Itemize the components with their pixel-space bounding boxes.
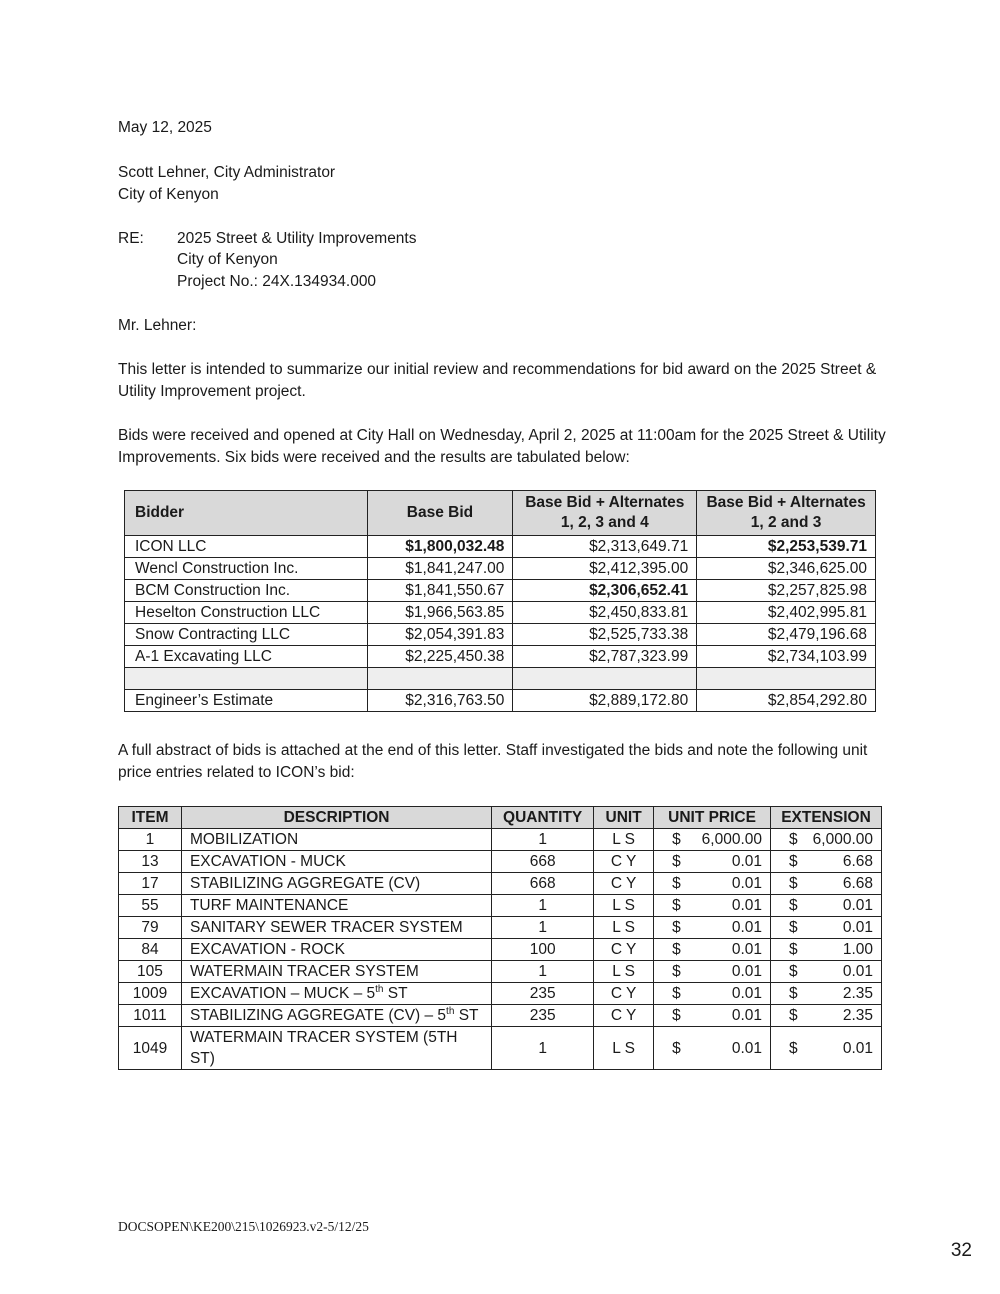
bidder-name: BCM Construction Inc. xyxy=(125,580,368,602)
item-extension: $ 6,000.00 xyxy=(771,829,882,851)
item-unit-price: $ 0.01 xyxy=(654,895,771,917)
item-quantity: 1 xyxy=(492,829,594,851)
header-base-bid: Base Bid xyxy=(367,491,513,536)
alt-1234-bid: $2,412,395.00 xyxy=(513,558,697,580)
item-quantity: 235 xyxy=(492,983,594,1005)
item-quantity: 668 xyxy=(492,851,594,873)
item-unit-price: $ 0.01 xyxy=(654,873,771,895)
bidder-name: Wencl Construction Inc. xyxy=(125,558,368,580)
item-extension: $ 0.01 xyxy=(771,895,882,917)
item-number: 84 xyxy=(119,939,182,961)
table-row xyxy=(119,1027,882,1070)
header-quantity: QUANTITY xyxy=(492,807,594,829)
item-unit: L S xyxy=(594,895,654,917)
item-quantity: 100 xyxy=(492,939,594,961)
item-extension: $ 0.01 xyxy=(771,917,882,939)
item-description: TURF MAINTENANCE xyxy=(181,895,491,917)
item-unit-price: $ 0.01 xyxy=(654,851,771,873)
bidder-name: Snow Contracting LLC xyxy=(125,624,368,646)
item-extension: $ 6.68 xyxy=(771,873,882,895)
alt-1234-bid: $2,525,733.38 xyxy=(513,624,697,646)
item-description: MOBILIZATION xyxy=(181,829,491,851)
header-unit: UNIT xyxy=(594,807,654,829)
table-row xyxy=(125,646,876,668)
re-label: RE: xyxy=(118,230,144,247)
alt-123-bid: $2,346,625.00 xyxy=(697,558,876,580)
alt-1234-bid: $2,306,652.41 xyxy=(513,580,697,602)
estimate-label: Engineer’s Estimate xyxy=(125,690,368,712)
table-row xyxy=(119,873,882,895)
item-unit: L S xyxy=(594,917,654,939)
item-unit-price: $ 0.01 xyxy=(654,961,771,983)
paragraph-bids: Bids were received and opened at City Hall on Wednesday, April 2, 2025 at 11:00am for the 2025 Street & Utility Improvements. Six bids were received and the results are tabulated below: xyxy=(118,427,886,466)
item-unit: C Y xyxy=(594,873,654,895)
bidder-name: Heselton Construction LLC xyxy=(125,602,368,624)
estimate-base: $2,316,763.50 xyxy=(367,690,513,712)
recipient-name: Scott Lehner, City Administrator xyxy=(118,164,336,181)
page-number: 32 xyxy=(950,1240,972,1261)
item-extension: $ 2.35 xyxy=(771,1005,882,1027)
base-bid: $1,966,563.85 xyxy=(367,602,513,624)
base-bid: $1,841,550.67 xyxy=(367,580,513,602)
engineer-estimate-row xyxy=(125,690,876,712)
item-description: EXCAVATION – MUCK – 5th ST xyxy=(181,983,491,1005)
alt-123-bid: $2,734,103.99 xyxy=(697,646,876,668)
base-bid: $2,054,391.83 xyxy=(367,624,513,646)
table-row xyxy=(119,961,882,983)
item-quantity: 1 xyxy=(492,917,594,939)
item-number: 1049 xyxy=(119,1027,182,1070)
base-bid: $2,225,450.38 xyxy=(367,646,513,668)
item-unit: C Y xyxy=(594,1005,654,1027)
re-line-3: Project No.: 24X.134934.000 xyxy=(177,273,377,290)
item-quantity: 235 xyxy=(492,1005,594,1027)
table-row xyxy=(125,558,876,580)
alt-123-bid: $2,402,995.81 xyxy=(697,602,876,624)
bid-results-table xyxy=(124,490,876,712)
alt-123-bid: $2,479,196.68 xyxy=(697,624,876,646)
salutation: Mr. Lehner: xyxy=(118,317,197,334)
item-extension: $ 0.01 xyxy=(771,1027,882,1070)
item-unit: L S xyxy=(594,1027,654,1070)
item-number: 1009 xyxy=(119,983,182,1005)
item-description: SANITARY SEWER TRACER SYSTEM xyxy=(181,917,491,939)
item-number: 55 xyxy=(119,895,182,917)
item-unit: C Y xyxy=(594,851,654,873)
table-row xyxy=(119,1005,882,1027)
alt-123-bid: $2,257,825.98 xyxy=(697,580,876,602)
table-row xyxy=(125,536,876,558)
letter-date: May 12, 2025 xyxy=(118,119,212,136)
alt-1234-bid: $2,313,649.71 xyxy=(513,536,697,558)
item-description: STABILIZING AGGREGATE (CV) – 5th ST xyxy=(181,1005,491,1027)
item-unit: C Y xyxy=(594,939,654,961)
alt-1234-bid: $2,450,833.81 xyxy=(513,602,697,624)
base-bid: $1,800,032.48 xyxy=(367,536,513,558)
item-quantity: 1 xyxy=(492,895,594,917)
header-alt-123: Base Bid + Alternates 1, 2 and 3 xyxy=(697,491,876,536)
header-alt-1234: Base Bid + Alternates 1, 2, 3 and 4 xyxy=(513,491,697,536)
paragraph-intro: This letter is intended to summarize our initial review and recommendations for bid award on the 2025 Street & Utility Improvement project. xyxy=(118,361,877,400)
item-extension: $ 2.35 xyxy=(771,983,882,1005)
item-unit-price: $ 6,000.00 xyxy=(654,829,771,851)
estimate-alt-123: $2,854,292.80 xyxy=(697,690,876,712)
item-number: 17 xyxy=(119,873,182,895)
table-row xyxy=(119,851,882,873)
item-number: 79 xyxy=(119,917,182,939)
table-row xyxy=(125,580,876,602)
alt-123-bid: $2,253,539.71 xyxy=(697,536,876,558)
item-number: 105 xyxy=(119,961,182,983)
item-number: 1011 xyxy=(119,1005,182,1027)
table-row xyxy=(119,983,882,1005)
item-unit-price: $ 0.01 xyxy=(654,939,771,961)
item-quantity: 1 xyxy=(492,961,594,983)
blank-row xyxy=(125,668,876,690)
base-bid: $1,841,247.00 xyxy=(367,558,513,580)
item-description: EXCAVATION - ROCK xyxy=(181,939,491,961)
item-unit-price: $ 0.01 xyxy=(654,983,771,1005)
estimate-alt-1234: $2,889,172.80 xyxy=(513,690,697,712)
paragraph-abstract: A full abstract of bids is attached at the end of this letter. Staff investigated the bids and note the following unit price entries related to ICON’s bid: xyxy=(118,742,868,781)
alt-1234-bid: $2,787,323.99 xyxy=(513,646,697,668)
item-description: STABILIZING AGGREGATE (CV) xyxy=(181,873,491,895)
item-quantity: 1 xyxy=(492,1027,594,1070)
item-unit: L S xyxy=(594,961,654,983)
item-unit-price: $ 0.01 xyxy=(654,917,771,939)
table-row xyxy=(125,602,876,624)
bidder-name: A-1 Excavating LLC xyxy=(125,646,368,668)
header-unit-price: UNIT PRICE xyxy=(654,807,771,829)
table-row xyxy=(119,939,882,961)
header-item: ITEM xyxy=(119,807,182,829)
document-path: DOCSOPEN\KE200\215\1026923.v2-5/12/25 xyxy=(118,1219,369,1234)
unit-price-table xyxy=(118,806,882,1070)
item-number: 1 xyxy=(119,829,182,851)
re-line-1: 2025 Street & Utility Improvements xyxy=(177,230,417,247)
header-bidder: Bidder xyxy=(125,491,368,536)
item-unit-price: $ 0.01 xyxy=(654,1027,771,1070)
item-unit: L S xyxy=(594,829,654,851)
recipient-org: City of Kenyon xyxy=(118,186,219,203)
item-description: WATERMAIN TRACER SYSTEM (5TH ST) xyxy=(181,1027,491,1070)
item-quantity: 668 xyxy=(492,873,594,895)
header-extension: EXTENSION xyxy=(771,807,882,829)
re-line-2: City of Kenyon xyxy=(177,251,278,268)
item-extension: $ 1.00 xyxy=(771,939,882,961)
table-row xyxy=(119,829,882,851)
item-extension: $ 0.01 xyxy=(771,961,882,983)
table-row xyxy=(125,624,876,646)
item-description: EXCAVATION - MUCK xyxy=(181,851,491,873)
item-extension: $ 6.68 xyxy=(771,851,882,873)
item-unit-price: $ 0.01 xyxy=(654,1005,771,1027)
table-row xyxy=(119,917,882,939)
header-description: DESCRIPTION xyxy=(181,807,491,829)
item-number: 13 xyxy=(119,851,182,873)
item-unit: C Y xyxy=(594,983,654,1005)
item-description: WATERMAIN TRACER SYSTEM xyxy=(181,961,491,983)
table-row xyxy=(119,895,882,917)
bidder-name: ICON LLC xyxy=(125,536,368,558)
